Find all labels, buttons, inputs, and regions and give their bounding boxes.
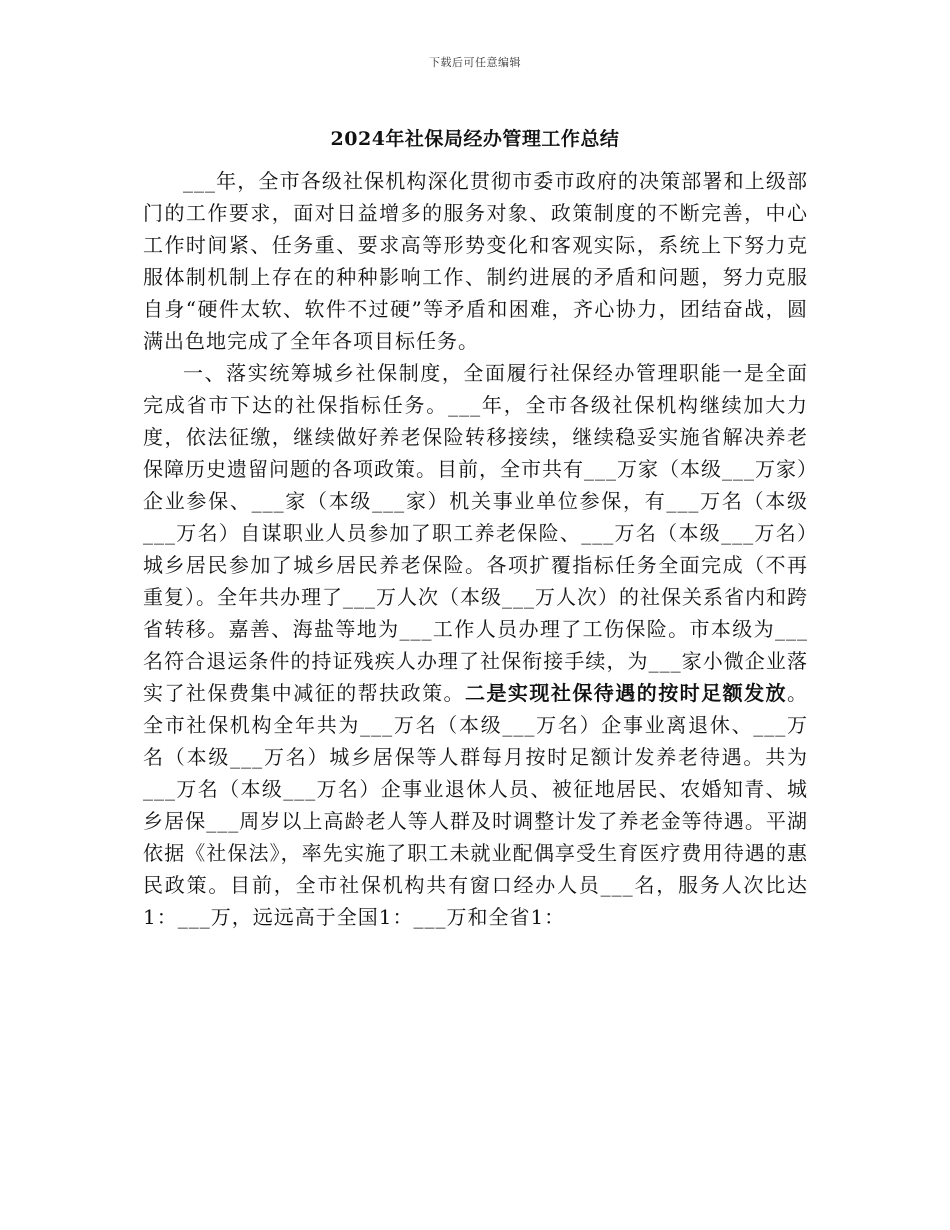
document-title: 2024年社保局经办管理工作总结 <box>330 128 620 150</box>
document-body <box>143 165 808 933</box>
paragraph-section-one-bold-heading: 二是实现社保待遇的按时足额发放 <box>465 681 787 705</box>
paragraph-intro <box>143 165 808 357</box>
header-note: 下载后可任意编辑 <box>429 56 521 69</box>
paragraph-section-one <box>143 357 808 933</box>
paragraph-section-one-text-part2: 。全市社保机构全年共为___万名（本级___万名）企事业离退休、___万名（本级___万名）城乡居保等人群每月按时足额计发养老待遇。共为___万名（本级___万名）企事业退休人员、被征地居民、农婚知青、城乡居保___周岁以上高龄老人等人群及时调整计发了养老金等待遇。平湖依据《社保法》，率先实施了职工未就业配偶享受生育医疗费用待遇的惠民政策。目前，全市社保机构共有窗口经办人员___名，服务人次比达1：___万，远远高于全国1：___万和全省1： <box>143 681 808 929</box>
paragraph-section-one-text-part1: 一、落实统筹城乡社保制度，全面履行社保经办管理职能一是全面完成省市下达的社保指标任务。___年，全市各级社保机构继续加大力度，依法征缴，继续做好养老保险转移接续，继续稳妥实施省解决养老保障历史遗留问题的各项政策。目前，全市共有___万家（本级___万家）企业参保、___家（本级___家）机关事业单位参保，有___万名（本级___万名）自谋职业人员参加了职工养老保险、___万名（本级___万名）城乡居民参加了城乡居民养老保险。各项扩覆指标任务全面完成（不再重复）。全年共办理了___万人次（本级___万人次）的社保关系省内和跨省转移。嘉善、海盐等地为___工作人员办理了工伤保险。市本级为___名符合退运条件的持证残疾人办理了社保衔接手续，为___家小微企业落实了社保费集中减征的帮扶政策。 <box>143 361 808 705</box>
paragraph-intro-text: ___年，全市各级社保机构深化贯彻市委市政府的决策部署和上级部门的工作要求，面对日益增多的服务对象、政策制度的不断完善，中心工作时间紧、任务重、要求高等形势变化和客观实际，系统上下努力克服体制机制上存在的种种影响工作、制约进展的矛盾和问题，努力克服自身“硬件太软、软件不过硬”等矛盾和困难，齐心协力，团结奋战，圆满出色地完成了全年各项目标任务。 <box>143 169 808 353</box>
